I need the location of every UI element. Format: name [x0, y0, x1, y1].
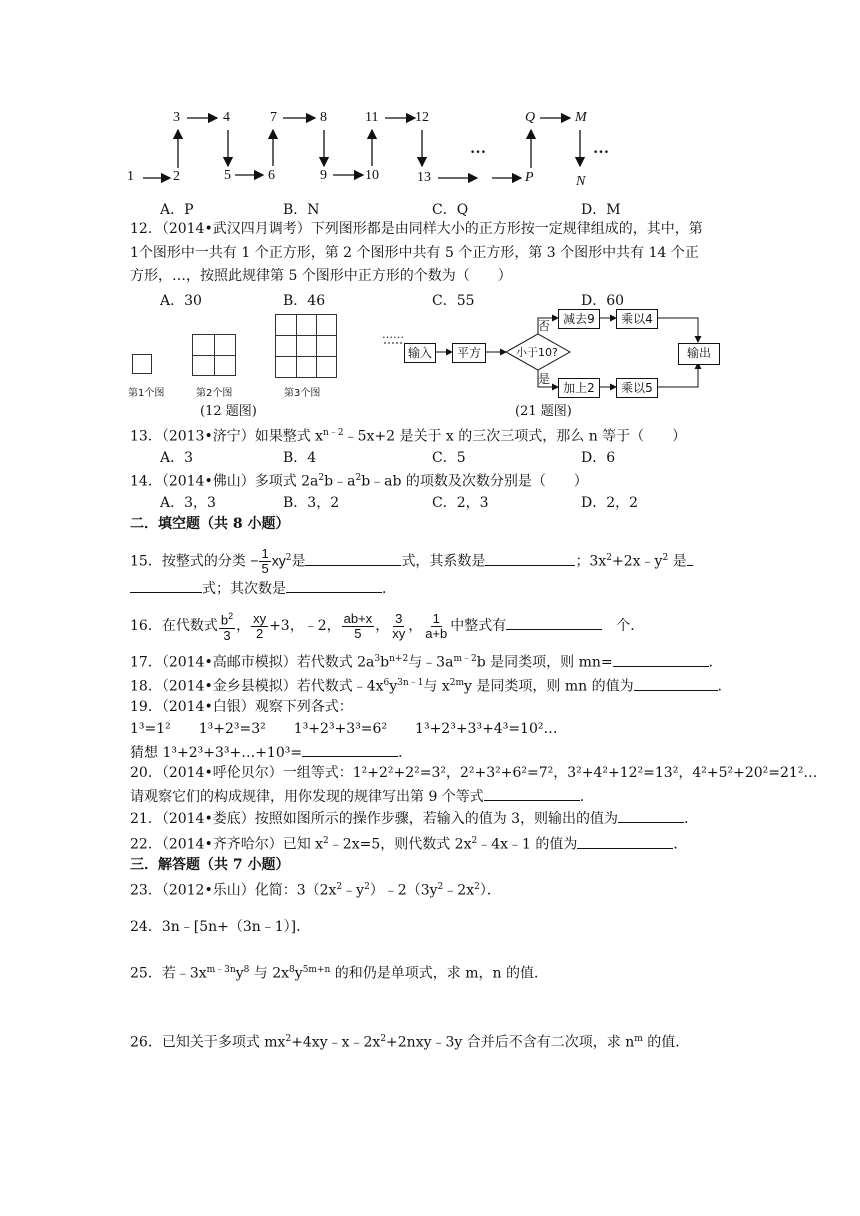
q25-sup-1: m﹣3n — [206, 965, 236, 975]
q17-line — [130, 650, 723, 672]
seq-label-1: 1 — [127, 169, 134, 184]
q22-sup-2: 2 — [471, 836, 478, 846]
q18-blank[interactable] — [634, 677, 718, 691]
q14-text-b: b﹣a — [324, 473, 356, 490]
q15-var: xy — [271, 552, 286, 569]
q16-text-a: 16．在代数式 — [130, 618, 218, 634]
q22-text-d: ． — [673, 836, 688, 853]
q26-sup-1: 2 — [285, 1034, 292, 1044]
q22-line — [130, 832, 687, 854]
q22-sup-1: 2 — [323, 836, 329, 846]
q25-sup-4: 5m+n — [302, 965, 331, 975]
q25-text-c: 与 2x — [249, 965, 290, 982]
q22-text-b: ﹣2x=5，则代数式 2x — [328, 836, 472, 853]
q17-sup-3: m﹣2 — [453, 654, 477, 664]
q25-sup-2: 8 — [243, 965, 250, 975]
q13-option-c[interactable]: C．5 — [432, 450, 466, 466]
q22-blank[interactable] — [577, 835, 673, 849]
q23-text-b: ﹣y — [342, 882, 365, 899]
q14-option-d[interactable]: D．2，2 — [581, 495, 639, 511]
fig21-no-label: 否 — [538, 319, 551, 333]
q19-line-1: 19．（2014•白银）观察下列各式： — [130, 699, 353, 715]
q18-sup-1: 6 — [383, 678, 390, 688]
q15-text-c: 式，其系数是 — [401, 553, 486, 570]
q15-sup-1: 2 — [606, 553, 612, 563]
q15-fraction: $\frac{1}{5}$ — [261, 546, 269, 577]
seq-label-2: 2 — [173, 169, 180, 184]
q15-text-a: 15．按整式的分类 — [130, 553, 246, 570]
q14-stem — [130, 469, 588, 491]
fig12-caption-2: 第2个图 — [196, 388, 233, 399]
sequence-figure — [125, 108, 645, 194]
q20-line-2 — [130, 787, 594, 806]
q16-fraction-1: $\frac{b^2}{3}$ — [220, 611, 234, 643]
q26-text-c: +2nxy﹣3y 合并后不含有二次项，求 n — [386, 1034, 635, 1051]
fig12-shape-1 — [132, 354, 152, 374]
q17-text-d: b 是同类项，则 mn= — [476, 654, 613, 671]
q23-sup-1: 2 — [336, 882, 343, 892]
q21-text-a: 21．（2014•娄底）按照如图所示的操作步骤，若输入的值为 3，则输出的值为 — [130, 811, 619, 827]
fig21-label: (21 题图) — [515, 404, 572, 419]
q22-text-a: 22．（2014•齐齐哈尔）已知 x — [130, 836, 324, 853]
q23-text-a: 23．（2012•乐山）化简：3（2x — [130, 882, 337, 899]
fig21-output-box: 输出 — [678, 343, 720, 365]
q16-fraction-4: $\frac{3}{xy}$ — [392, 610, 406, 641]
q15-text-h: ． — [382, 581, 396, 597]
q18-text-e: ． — [717, 678, 732, 695]
seq-label-n: N — [576, 174, 586, 189]
q13-text-b: ﹣5x+2 是关于 x 的三次三项式，那么 n 等于（ ） — [343, 428, 687, 445]
q14-sup-2: 2 — [355, 473, 362, 483]
q11-option-a[interactable]: A．P — [160, 202, 194, 218]
q16-text-c: 个． — [616, 618, 645, 634]
q25-text-b: y — [235, 965, 244, 982]
q15-blank-3[interactable] — [130, 579, 202, 593]
q15-text-f: 是 — [668, 553, 687, 570]
seq-label-8: 8 — [320, 110, 327, 125]
q12-option-a[interactable]: A．30 — [160, 293, 202, 309]
section-fill-in-title: 二．填空题（共 8 小题） — [130, 516, 290, 532]
q20-line-1: 20．（2014•呼伦贝尔）一组等式：1²+2²+2²=3²，2²+3²+6²=7²，3²+4²+12²=13²，4²+5²+20²=21²… — [130, 765, 818, 781]
seq-label-p: P — [525, 170, 534, 185]
q20-text-b: ． — [579, 789, 594, 805]
q26-sup-2: 2 — [380, 1034, 387, 1044]
q25-sup-3: 8 — [289, 965, 295, 975]
q13-option-b[interactable]: B．4 — [283, 450, 317, 466]
q14-option-c[interactable]: C．2，3 — [432, 495, 489, 511]
q13-sup: n﹣2 — [323, 428, 344, 438]
seq-label-5: 5 — [224, 168, 231, 183]
q15-text-d: ；3x — [575, 553, 607, 570]
seq-label-m: M — [575, 110, 587, 125]
q15-text-e: +2x﹣y — [611, 553, 663, 570]
q19-blank[interactable] — [302, 743, 398, 757]
q17-sup-1: 3 — [374, 654, 381, 664]
q16-fraction-3: $\frac{ab+x}{5}$ — [343, 610, 373, 641]
q14-sup-1: 2 — [318, 473, 325, 483]
fig21-dots: …… — [382, 328, 404, 341]
q21-blank[interactable] — [618, 809, 684, 823]
q15-blank-1[interactable] — [305, 552, 401, 566]
q18-text-a: 18．（2014•金乡县模拟）若代数式﹣4x — [130, 678, 384, 695]
q12-line-2: 1个图形中一共有 1 个正方形，第 2 个图形中共有 5 个正方形，第 3 个图形中共有 14 个正 — [130, 245, 699, 261]
q17-text-a: 17．（2014•高邮市模拟）若代数式 2a — [130, 654, 375, 671]
q23-line — [130, 878, 501, 900]
q18-text-c: 与 x — [423, 678, 450, 695]
q18-line — [130, 674, 732, 696]
q26-sup-3: m — [634, 1034, 643, 1044]
q24-line: 24．3n﹣[5n+（3n﹣1）]． — [130, 919, 311, 935]
q23-sup-3: 2 — [437, 882, 444, 892]
seq-label-10: 10 — [365, 168, 379, 183]
q19-text-b: ． — [398, 745, 413, 761]
q14-option-a[interactable]: A．3，3 — [160, 495, 216, 511]
seq-label-12: 12 — [415, 110, 429, 125]
q23-text-c: ）﹣2（3y — [369, 882, 438, 899]
q19-line-3 — [130, 743, 412, 762]
q23-text-d: ﹣2x — [443, 882, 475, 899]
q21-text-b: ． — [684, 811, 699, 827]
q15-blank-3a[interactable] — [687, 552, 693, 566]
q15-text-b: 是 — [291, 553, 306, 570]
q17-text-e: ． — [708, 654, 723, 671]
q20-text-a: 请观察它们的构成规律，用你发现的规律写出第 9 个等式 — [130, 789, 484, 805]
fig12-caption-3: 第3个图 — [284, 388, 321, 399]
q26-text-d: 的值． — [642, 1034, 690, 1051]
q17-blank[interactable] — [613, 653, 709, 667]
fig12-caption-1: 第1个图 — [128, 388, 165, 399]
q19-text-a: 猜想 1³+2³+3³+…+10³= — [130, 745, 303, 761]
q16-blank[interactable] — [506, 616, 602, 630]
seq-label-6: 6 — [268, 168, 275, 183]
q26-line — [130, 1030, 689, 1052]
seq-label-3: 3 — [173, 110, 180, 125]
q26-text-a: 26．已知关于多项式 mx — [130, 1034, 286, 1051]
q14-text-c: b﹣ab 的项数及次数分别是（ ） — [361, 473, 588, 490]
q25-line — [130, 961, 548, 983]
fig21-plus2-box: 加上2 — [558, 378, 600, 398]
q18-text-b: y — [389, 678, 398, 695]
seq-label-9: 9 — [320, 168, 327, 183]
q16-text-t2: +3，﹣2， — [269, 618, 341, 634]
seq-label-11: 11 — [365, 110, 379, 125]
q12-line-3: 方形，…，按照此规律第 5 个图形中正方形的个数为（ ） — [130, 268, 512, 284]
q15-blank-4[interactable] — [286, 579, 382, 593]
seq-label-q: Q — [525, 110, 536, 125]
q15-text-g: 式；其次数是 — [202, 581, 286, 597]
fig12-shape-2 — [192, 334, 236, 376]
q23-text-e: ）． — [479, 882, 501, 899]
q15-line-1: 15．按整式的分类 − $\frac{1}{5}$ $xy^2$是 式，其系数是 ；$3x^2+2x﹣y^2$ 是 — [130, 545, 693, 576]
seq-ellipsis-2: … — [593, 140, 609, 157]
fig21-times4-box: 乘以4 — [616, 309, 658, 329]
q15-blank-2[interactable] — [485, 552, 575, 566]
seq-ellipsis: … — [470, 140, 486, 157]
q25-text-d: y — [294, 965, 303, 982]
seq-label-4: 4 — [223, 110, 230, 125]
q14-option-b[interactable]: B．3，2 — [283, 495, 340, 511]
q11-option-c[interactable]: C．Q — [432, 202, 469, 218]
q11-option-b[interactable]: B．N — [283, 202, 320, 218]
q16-fraction-2: $\frac{xy}{2}$ — [253, 610, 267, 641]
fig21-input-box: 输入 — [404, 343, 436, 363]
q18-text-d: y 是同类项，则 mn 的值为 — [464, 678, 634, 695]
q12-line-1: 12．（2014•武汉四月调考）下列图形都是由同样大小的正方形按一定规律组成的，其中，第 — [130, 221, 703, 237]
q13-option-d[interactable]: D．6 — [581, 450, 616, 466]
q12-option-c[interactable]: C．55 — [432, 293, 475, 309]
q23-sup-4: 2 — [474, 882, 480, 892]
q17-text-b: b — [380, 654, 390, 671]
q22-text-c: ﹣4x﹣1 的值为 — [477, 836, 578, 853]
q18-sup-2: 3n﹣1 — [397, 678, 424, 688]
fig21-condition: 小于10? — [516, 346, 558, 359]
fig21-yes-label: 是 — [538, 372, 551, 386]
q12-option-b[interactable]: B．46 — [283, 293, 326, 309]
q21-line — [130, 809, 698, 828]
fig21-times5-box: 乘以5 — [616, 378, 658, 398]
q13-stem — [130, 424, 686, 446]
fig21-square-box: 平方 — [452, 343, 486, 363]
seq-label-7: 7 — [270, 110, 277, 125]
fig21-minus9-box: 减去9 — [558, 309, 600, 329]
fig21-flowchart — [382, 306, 722, 396]
q12-option-d[interactable]: D．60 — [581, 293, 625, 309]
q16-line: 16．在代数式 $\frac{b^2}{3}$ ， $\frac{xy}{2}$ +3，﹣2， $\frac{ab+x}{5}$ ， $\frac{3}{xy}$ ， $\frac{1}{a+b}$ 中整式有 个． — [130, 610, 645, 643]
sequence-arrows — [125, 108, 645, 194]
q26-text-b: +4xy﹣x﹣2x — [291, 1034, 381, 1051]
q17-text-c: 与﹣3a — [408, 654, 454, 671]
fig12-shape-3 — [275, 314, 337, 378]
q23-sup-2: 2 — [364, 882, 370, 892]
q14-text-a: 14．（2014•佛山）多项式 2a — [130, 473, 319, 490]
seq-label-13: 13 — [417, 170, 431, 185]
q15-line-2 — [130, 579, 396, 598]
q13-text-a: 13．（2013•济宁）如果整式 x — [130, 428, 324, 445]
q25-text-a: 25．若﹣3x — [130, 965, 207, 982]
q20-blank[interactable] — [484, 787, 580, 801]
q15-var-sup: 2 — [285, 553, 292, 563]
q16-fraction-5: $\frac{1}{a+b}$ — [425, 610, 448, 641]
q25-text-e: 的和仍是单项式，求 m，n 的值． — [330, 965, 548, 982]
section-solution-title: 三．解答题（共 7 小题） — [130, 857, 290, 873]
q18-sup-3: 2m — [449, 678, 465, 688]
q19-line-2: 1³=1² 1³+2³=3² 1³+2³+3³=6² 1³+2³+3³+4³=10²… — [130, 721, 558, 737]
q16-text-b: 中整式有 — [450, 618, 507, 634]
q11-option-d[interactable]: D．M — [581, 202, 621, 218]
q13-option-a[interactable]: A．3 — [160, 450, 194, 466]
fig12-label: (12 题图) — [200, 404, 257, 419]
q17-sup-2: n+2 — [389, 654, 409, 664]
q15-sup-2: 2 — [662, 553, 669, 563]
